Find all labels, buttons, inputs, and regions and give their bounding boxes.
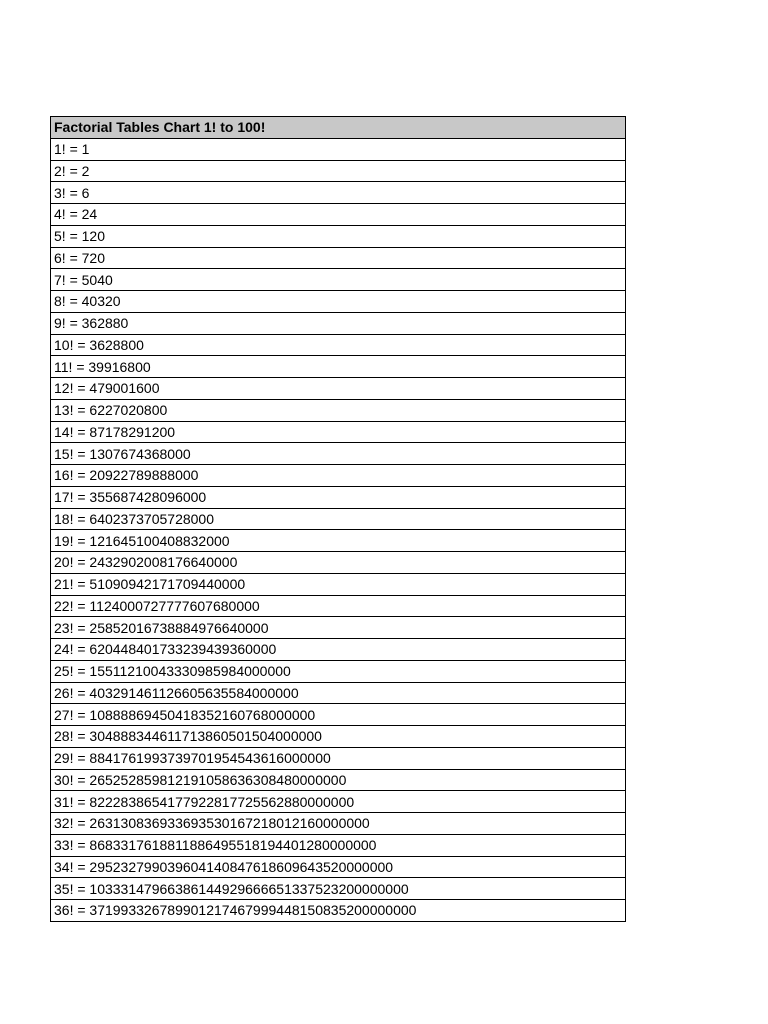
table-row [51, 834, 626, 856]
table-row [51, 225, 626, 247]
table-row [51, 704, 626, 726]
table-row [51, 465, 626, 487]
table-row [51, 856, 626, 878]
table-cell: 20! = 2432902008176640000 [51, 552, 626, 574]
table-cell: 36! = 371993326789901217467999448150835200000000 [51, 900, 626, 922]
table-row [51, 747, 626, 769]
table-row [51, 530, 626, 552]
table-row [51, 356, 626, 378]
table-cell: 19! = 121645100408832000 [51, 530, 626, 552]
table-cell: 23! = 25852016738884976640000 [51, 617, 626, 639]
table-row [51, 334, 626, 356]
table-row [51, 160, 626, 182]
table-cell: 18! = 6402373705728000 [51, 508, 626, 530]
table-row [51, 291, 626, 313]
table-row [51, 138, 626, 160]
table-row [51, 573, 626, 595]
table-row [51, 269, 626, 291]
table-cell: 12! = 479001600 [51, 378, 626, 400]
table-cell: 31! = 8222838654177922817725562880000000 [51, 791, 626, 813]
table-cell: 5! = 120 [51, 225, 626, 247]
table-cell: 10! = 3628800 [51, 334, 626, 356]
table-row [51, 791, 626, 813]
table-cell: 6! = 720 [51, 247, 626, 269]
table-cell: 35! = 10333147966386144929666651337523200000000 [51, 878, 626, 900]
table-cell: 14! = 87178291200 [51, 421, 626, 443]
table-row [51, 421, 626, 443]
table-row [51, 813, 626, 835]
factorial-table [50, 116, 626, 922]
table-cell: 33! = 8683317618811886495518194401280000000 [51, 834, 626, 856]
table-row [51, 900, 626, 922]
table-cell: 11! = 39916800 [51, 356, 626, 378]
table-cell: 8! = 40320 [51, 291, 626, 313]
table-cell: 25! = 15511210043330985984000000 [51, 660, 626, 682]
table-row [51, 486, 626, 508]
table-cell: 29! = 8841761993739701954543616000000 [51, 747, 626, 769]
table-title: Factorial Tables Chart 1! to 100! [51, 117, 626, 139]
table-cell: 28! = 304888344611713860501504000000 [51, 726, 626, 748]
table-cell: 16! = 20922789888000 [51, 465, 626, 487]
table-cell: 24! = 620448401733239439360000 [51, 639, 626, 661]
table-row [51, 639, 626, 661]
table-row [51, 247, 626, 269]
table-row [51, 726, 626, 748]
table-row [51, 378, 626, 400]
table-cell: 32! = 263130836933693530167218012160000000 [51, 813, 626, 835]
table-row [51, 682, 626, 704]
table-cell: 27! = 10888869450418352160768000000 [51, 704, 626, 726]
table-body [51, 138, 626, 921]
table-row [51, 399, 626, 421]
table-row [51, 508, 626, 530]
table-cell: 13! = 6227020800 [51, 399, 626, 421]
table-header-row [51, 117, 626, 139]
table-cell: 22! = 1124000727777607680000 [51, 595, 626, 617]
table-cell: 1! = 1 [51, 138, 626, 160]
table-cell: 9! = 362880 [51, 312, 626, 334]
table-row [51, 204, 626, 226]
table-row [51, 443, 626, 465]
table-cell: 4! = 24 [51, 204, 626, 226]
table-cell: 21! = 51090942171709440000 [51, 573, 626, 595]
table-cell: 26! = 403291461126605635584000000 [51, 682, 626, 704]
table-row [51, 552, 626, 574]
table-cell: 2! = 2 [51, 160, 626, 182]
table-cell: 34! = 295232799039604140847618609643520000000 [51, 856, 626, 878]
table-row [51, 660, 626, 682]
table-row [51, 595, 626, 617]
table-cell: 15! = 1307674368000 [51, 443, 626, 465]
factorial-sheet [50, 116, 626, 922]
table-cell: 17! = 355687428096000 [51, 486, 626, 508]
table-cell: 3! = 6 [51, 182, 626, 204]
table-cell: 30! = 265252859812191058636308480000000 [51, 769, 626, 791]
table-row [51, 769, 626, 791]
table-row [51, 878, 626, 900]
table-row [51, 617, 626, 639]
table-row [51, 182, 626, 204]
table-row [51, 312, 626, 334]
table-cell: 7! = 5040 [51, 269, 626, 291]
